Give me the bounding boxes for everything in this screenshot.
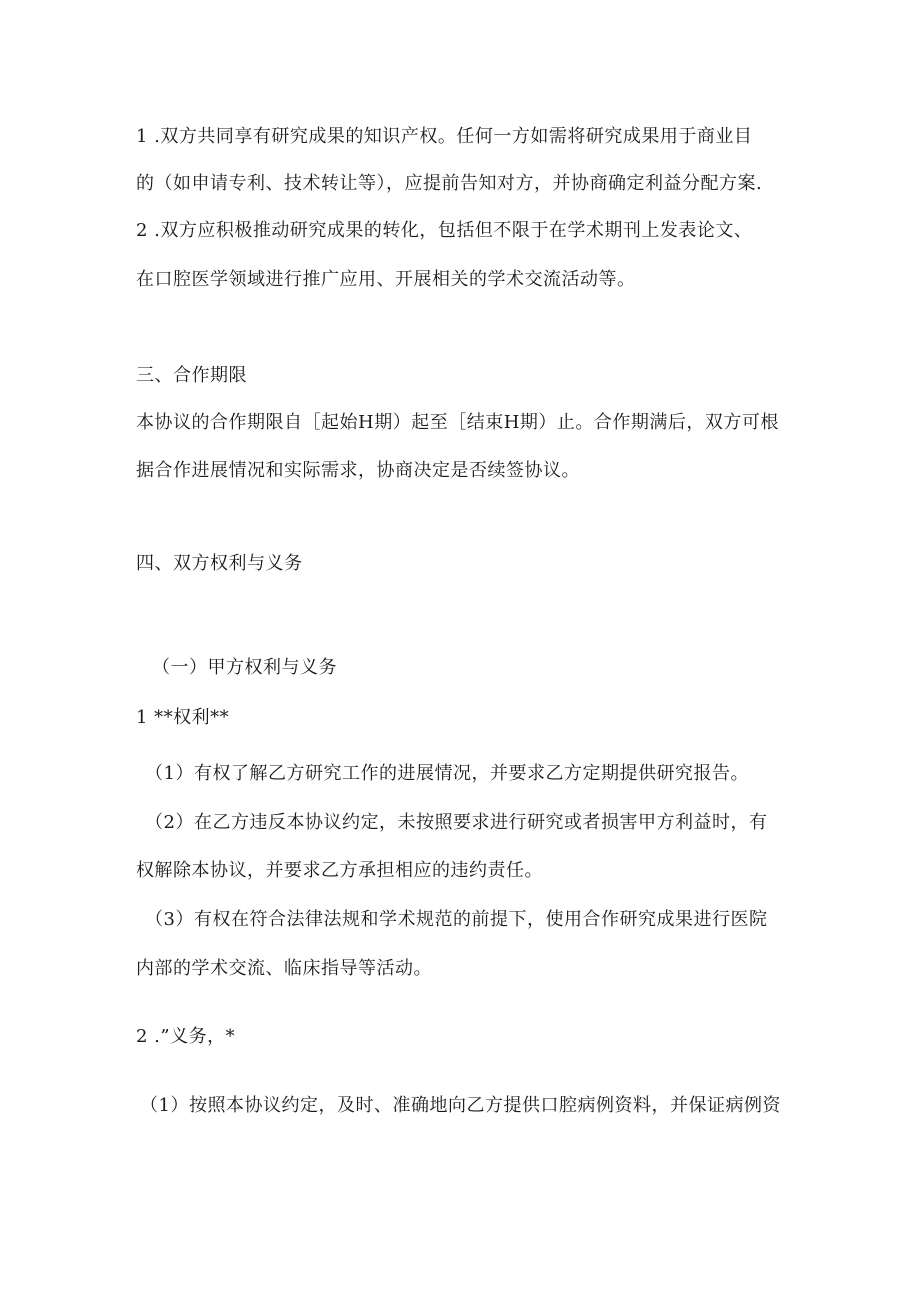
- cooperation-period-line-1: 本协议的合作期限自［起始H期）起至［结束H期）止。合作期满后，双方可根: [136, 412, 779, 433]
- obligations-heading: 2 .”义务，*: [136, 1026, 236, 1047]
- right-item-1: （1）有权了解乙方研究工作的进展情况，并要求乙方定期提供研究报告。: [145, 763, 749, 784]
- clause-1-line-2: 的（如申请专利、技术转让等），应提前告知对方，并协商确定利益分配方案.: [136, 173, 763, 194]
- obligation-item-1-line-1: （1）按照本协议约定，及时、准确地向乙方提供口腔病例资料，并保证病例资: [140, 1095, 781, 1116]
- right-item-3-line-2: 内部的学术交流、临床指导等活动。: [136, 958, 432, 979]
- section-heading-cooperation-period: 三、合作期限: [136, 365, 247, 386]
- subsection-heading-party-a: （一）甲方权利与义务: [152, 657, 337, 678]
- right-item-2-line-2: 权解除本协议，并要求乙方承担相应的违约责任。: [136, 860, 543, 881]
- right-item-3-line-1: （3）有权在符合法律法规和学术规范的前提下，使用合作研究成果进行医院: [145, 909, 768, 930]
- section-heading-rights-obligations: 四、双方权利与义务: [136, 553, 303, 574]
- clause-2-line-2: 在口腔医学领域进行推广应用、开展相关的学术交流活动等。: [136, 269, 636, 290]
- clause-1-line-1: 1 .双方共同享有研究成果的知识产权。任何一方如需将研究成果用于商业目: [136, 126, 753, 147]
- rights-heading: 1 **权利**: [136, 707, 230, 728]
- cooperation-period-line-2: 据合作进展情况和实际需求，协商决定是否续签协议。: [136, 460, 580, 481]
- right-item-2-line-1: （2）在乙方违反本协议约定，未按照要求进行研究或者损害甲方利益时，有: [145, 812, 768, 833]
- clause-2-line-1: 2 .双方应积极推动研究成果的转化，包括但不限于在学术期刊上发表论文、: [136, 220, 753, 241]
